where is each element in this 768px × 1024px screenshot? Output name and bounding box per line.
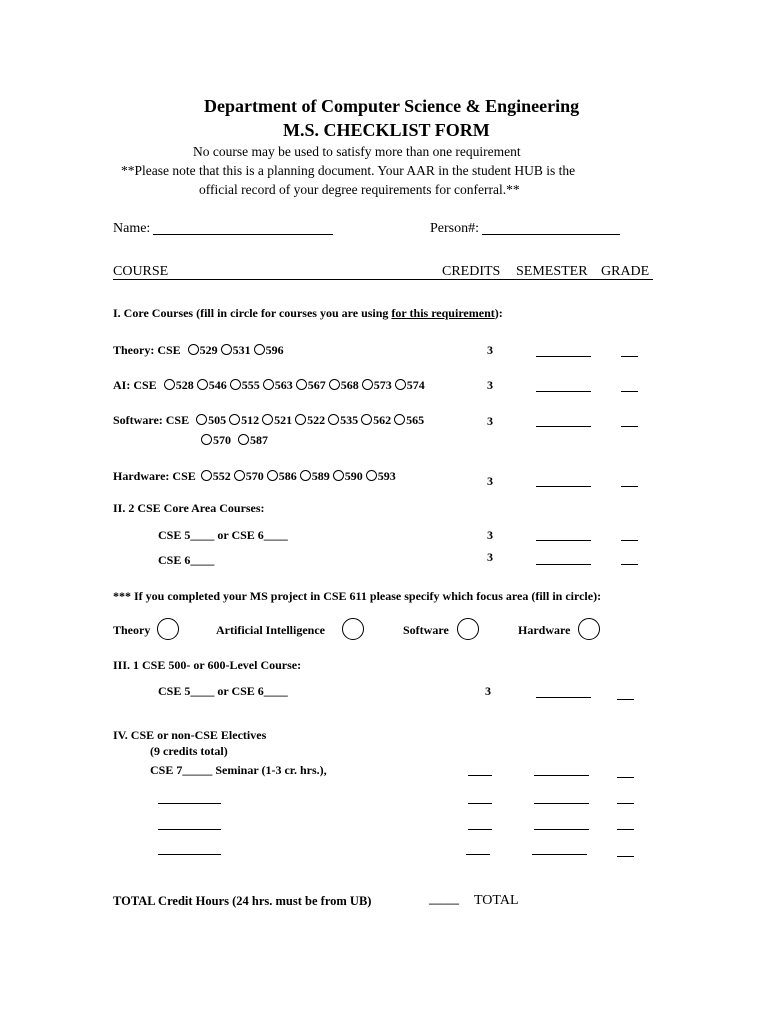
elective-course-blank-2[interactable] bbox=[158, 829, 221, 830]
software-row bbox=[113, 414, 424, 426]
circle-option[interactable] bbox=[328, 414, 339, 425]
hardware-credits: 3 bbox=[487, 474, 493, 488]
circle-option[interactable] bbox=[196, 414, 207, 425]
focus-ai-label: Artificial Intelligence bbox=[216, 623, 325, 637]
planning-note-2: official record of your degree requirements for conferral.** bbox=[199, 182, 520, 197]
elective-credits-blank-2[interactable] bbox=[468, 829, 492, 830]
level-semester-blank[interactable] bbox=[536, 697, 591, 698]
circle-option[interactable] bbox=[201, 434, 212, 445]
theory-grade-blank[interactable] bbox=[621, 356, 638, 357]
focus-hardware-circle[interactable] bbox=[578, 618, 600, 640]
core-area-heading: II. 2 CSE Core Area Courses: bbox=[113, 501, 265, 515]
elective-semester-blank-2[interactable] bbox=[534, 829, 589, 830]
seminar-grade-blank[interactable] bbox=[617, 777, 634, 778]
level-course-credits: 3 bbox=[485, 684, 491, 698]
ai-label: AI: CSE bbox=[113, 378, 157, 392]
focus-hardware-label: Hardware bbox=[518, 623, 571, 637]
person-number-field[interactable] bbox=[482, 234, 620, 235]
focus-software-circle[interactable] bbox=[457, 618, 479, 640]
ai-credits: 3 bbox=[487, 378, 493, 392]
ai-semester-blank[interactable] bbox=[536, 391, 591, 392]
elective-course-blank-3[interactable] bbox=[158, 854, 221, 855]
core-area-credits-1: 3 bbox=[487, 528, 493, 542]
column-grade: GRADE bbox=[601, 264, 650, 279]
core-area-credits-2: 3 bbox=[487, 550, 493, 564]
ai-grade-blank[interactable] bbox=[621, 391, 638, 392]
core-area-row-1[interactable]: CSE 5____ or CSE 6____ bbox=[158, 528, 288, 542]
software-grade-blank[interactable] bbox=[621, 426, 638, 427]
circle-option[interactable] bbox=[188, 344, 199, 355]
circle-option[interactable] bbox=[254, 344, 265, 355]
circle-option[interactable] bbox=[361, 414, 372, 425]
circle-option[interactable] bbox=[267, 470, 278, 481]
circle-option[interactable] bbox=[262, 414, 273, 425]
core-area-row-2[interactable]: CSE 6____ bbox=[158, 553, 215, 567]
software-options: 505 512 521 522 535 562 565 bbox=[196, 413, 424, 427]
circle-option[interactable] bbox=[229, 414, 240, 425]
name-label: Name: bbox=[113, 221, 151, 236]
electives-heading: IV. CSE or non-CSE Electives bbox=[113, 728, 267, 742]
core-area-semester-blank-2[interactable] bbox=[536, 564, 591, 565]
hardware-semester-blank[interactable] bbox=[536, 486, 591, 487]
circle-option[interactable] bbox=[362, 379, 373, 390]
level-course-row[interactable]: CSE 5____ or CSE 6____ bbox=[158, 684, 288, 698]
elective-grade-blank-3[interactable] bbox=[617, 856, 634, 857]
name-field[interactable] bbox=[153, 234, 333, 235]
theory-credits: 3 bbox=[487, 343, 493, 357]
circle-option[interactable] bbox=[300, 470, 311, 481]
core-courses-heading: I. Core Courses (fill in circle for courses you are using for this requirement): bbox=[113, 306, 503, 320]
circle-option[interactable] bbox=[296, 379, 307, 390]
hardware-label: Hardware: CSE bbox=[113, 469, 196, 483]
seminar-semester-blank[interactable] bbox=[534, 775, 589, 776]
rule-note: No course may be used to satisfy more than one requirement bbox=[193, 144, 521, 159]
theory-options: 529 531 596 bbox=[188, 343, 284, 357]
elective-credits-blank-3[interactable] bbox=[466, 854, 490, 855]
software-label: Software: CSE bbox=[113, 413, 190, 427]
ai-row bbox=[113, 379, 425, 391]
total-credit-hours-label: TOTAL Credit Hours (24 hrs. must be from UB) bbox=[113, 894, 372, 908]
core-area-grade-blank-1[interactable] bbox=[621, 540, 638, 541]
circle-option[interactable] bbox=[395, 379, 406, 390]
software-credits: 3 bbox=[487, 414, 493, 428]
elective-credits-blank-1[interactable] bbox=[468, 803, 492, 804]
elective-grade-blank-2[interactable] bbox=[617, 829, 634, 830]
circle-option[interactable] bbox=[394, 414, 405, 425]
ai-options: 528 546 555 563 567 568 573 574 bbox=[164, 378, 425, 392]
form-title: M.S. CHECKLIST FORM bbox=[283, 120, 490, 140]
level-grade-blank[interactable] bbox=[617, 699, 634, 700]
person-label: Person#: bbox=[430, 221, 479, 236]
software-row-2: 570 587 bbox=[201, 434, 268, 446]
circle-option[interactable] bbox=[333, 470, 344, 481]
focus-theory-label: Theory bbox=[113, 623, 151, 637]
core-area-semester-blank-1[interactable] bbox=[536, 540, 591, 541]
elective-course-blank-1[interactable] bbox=[158, 803, 221, 804]
focus-software-label: Software bbox=[403, 623, 449, 637]
circle-option[interactable] bbox=[164, 379, 175, 390]
seminar-row[interactable]: CSE 7_____ Seminar (1-3 cr. hrs.), bbox=[150, 763, 327, 777]
total-label: TOTAL bbox=[474, 893, 519, 908]
hardware-options: 552 570 586 589 590 593 bbox=[201, 469, 396, 483]
circle-option[interactable] bbox=[201, 470, 212, 481]
circle-option[interactable] bbox=[366, 470, 377, 481]
seminar-credits-blank[interactable] bbox=[468, 775, 492, 776]
level-course-heading: III. 1 CSE 500- or 600-Level Course: bbox=[113, 658, 302, 672]
project-focus-note: *** If you completed your MS project in CSE 611 please specify which focus area (fill in circle): bbox=[113, 589, 602, 603]
circle-option[interactable] bbox=[221, 344, 232, 355]
elective-semester-blank-3[interactable] bbox=[532, 854, 587, 855]
column-course: COURSE bbox=[113, 264, 169, 279]
circle-option[interactable] bbox=[263, 379, 274, 390]
focus-ai-circle[interactable] bbox=[342, 618, 364, 640]
hardware-row bbox=[113, 470, 396, 482]
theory-label: Theory: CSE bbox=[113, 343, 181, 357]
planning-note-1: **Please note that this is a planning document. Your AAR in the student HUB is the bbox=[121, 163, 576, 178]
hardware-grade-blank[interactable] bbox=[621, 486, 638, 487]
electives-credits-note: (9 credits total) bbox=[150, 744, 228, 758]
core-area-grade-blank-2[interactable] bbox=[621, 564, 638, 565]
circle-option[interactable] bbox=[234, 470, 245, 481]
column-credits: CREDITS bbox=[442, 264, 501, 279]
department-title: Department of Computer Science & Engineering bbox=[204, 96, 580, 116]
circle-option[interactable] bbox=[197, 379, 208, 390]
header-underline bbox=[113, 279, 653, 280]
column-semester: SEMESTER bbox=[516, 264, 588, 279]
focus-theory-circle[interactable] bbox=[157, 618, 179, 640]
circle-option[interactable] bbox=[238, 434, 249, 445]
total-blank[interactable]: _____ bbox=[429, 892, 459, 906]
theory-semester-blank[interactable] bbox=[536, 356, 591, 357]
elective-semester-blank-1[interactable] bbox=[534, 803, 589, 804]
circle-option[interactable] bbox=[230, 379, 241, 390]
theory-row bbox=[113, 344, 284, 356]
circle-option[interactable] bbox=[329, 379, 340, 390]
software-semester-blank[interactable] bbox=[536, 426, 591, 427]
circle-option[interactable] bbox=[295, 414, 306, 425]
elective-grade-blank-1[interactable] bbox=[617, 803, 634, 804]
